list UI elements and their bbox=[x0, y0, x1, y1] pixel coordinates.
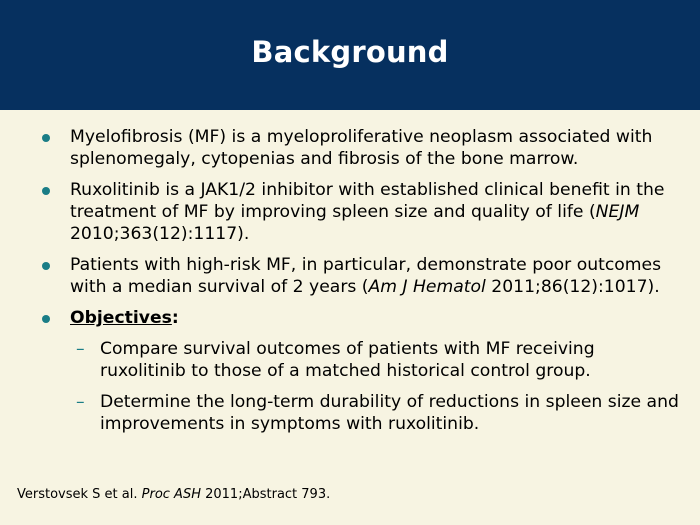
objective-text: Determine the long-term durability of reductions in spleen size and improvements in symptoms with ruxolitinib. bbox=[100, 392, 679, 434]
title-bar bbox=[0, 0, 700, 110]
objectives-heading-item bbox=[40, 307, 680, 329]
bullet-text: Myelofibrosis (MF) is a myeloproliferative neoplasm associated with splenomegaly, cytopenias and fibrosis of the bone marrow. bbox=[70, 127, 653, 169]
objectives-colon: : bbox=[171, 308, 179, 328]
footer-detail: 2011;Abstract 793. bbox=[200, 487, 331, 502]
footer-citation bbox=[17, 487, 330, 502]
bullet-text: Patients with high-risk MF, in particular, demonstrate poor outcomes with a median survival of 2 years ( bbox=[70, 255, 662, 297]
dash-icon: – bbox=[76, 339, 85, 359]
bullet-dot-icon bbox=[42, 187, 50, 195]
objective-item bbox=[40, 391, 680, 435]
citation-detail: 2011;86(12):1017). bbox=[485, 277, 660, 297]
footer-authors: Verstovsek S et al. bbox=[17, 487, 142, 502]
footer-journal: Proc ASH bbox=[141, 487, 201, 502]
objective-item bbox=[40, 338, 680, 382]
bullet-item bbox=[40, 179, 680, 245]
bullet-dot-icon bbox=[42, 134, 50, 142]
objective-text: Compare survival outcomes of patients with MF receiving ruxolitinib to those of a matched historical control group. bbox=[100, 339, 595, 381]
slide-title: Background bbox=[251, 35, 449, 69]
bullet-item bbox=[40, 254, 680, 298]
objectives-heading: Objectives bbox=[70, 308, 172, 328]
citation-journal: NEJM bbox=[595, 202, 640, 222]
slide-content bbox=[40, 126, 680, 444]
dash-icon: – bbox=[76, 392, 85, 412]
bullet-dot-icon bbox=[42, 315, 50, 323]
citation-journal: Am J Hematol bbox=[368, 277, 486, 297]
bullet-dot-icon bbox=[42, 262, 50, 270]
bullet-text: Ruxolitinib is a JAK1/2 inhibitor with established clinical benefit in the treatment of MF by improving spleen size and quality of life ( bbox=[70, 180, 665, 222]
citation-detail: 2010;363(12):1117). bbox=[70, 224, 250, 244]
bullet-item bbox=[40, 126, 680, 170]
